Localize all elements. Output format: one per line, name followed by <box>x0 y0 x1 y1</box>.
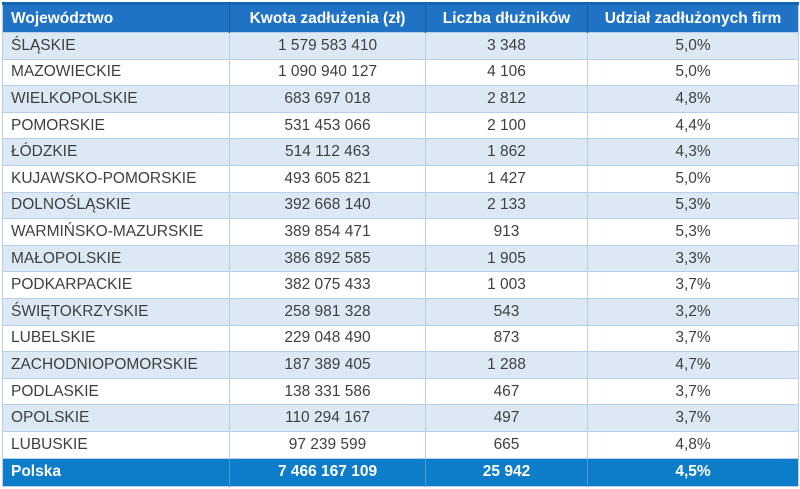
debtor-count-cell: 873 <box>426 325 588 352</box>
debt-share-cell: 3,7% <box>588 405 799 432</box>
footer-row <box>3 458 799 486</box>
debt-share-cell: 3,7% <box>588 325 799 352</box>
footer-debt-amount-total: 7 466 167 109 <box>230 458 426 486</box>
table-footer <box>3 458 799 486</box>
voivodeship-cell: WARMIŃSKO-MAZURSKIE <box>3 219 230 246</box>
table-row <box>3 405 799 432</box>
debt-amount-cell: 392 668 140 <box>230 192 426 219</box>
debt-amount-cell: 514 112 463 <box>230 139 426 166</box>
debtor-count-cell: 2 812 <box>426 86 588 113</box>
column-header-voivodeship: Województwo <box>3 4 230 33</box>
debtor-count-cell: 1 427 <box>426 165 588 192</box>
column-header-debt-share: Udział zadłużonych firm <box>588 4 799 33</box>
debtor-count-cell: 913 <box>426 219 588 246</box>
debt-amount-cell: 389 854 471 <box>230 219 426 246</box>
debtor-count-cell: 543 <box>426 298 588 325</box>
debt-share-cell: 5,0% <box>588 165 799 192</box>
voivodeship-cell: KUJAWSKO-POMORSKIE <box>3 165 230 192</box>
debt-share-cell: 3,2% <box>588 298 799 325</box>
debt-share-cell: 4,7% <box>588 352 799 379</box>
debt-amount-cell: 382 075 433 <box>230 272 426 299</box>
voivodeship-cell: LUBELSKIE <box>3 325 230 352</box>
debt-amount-cell: 110 294 167 <box>230 405 426 432</box>
voivodeship-cell: PODLASKIE <box>3 378 230 405</box>
table-row <box>3 352 799 379</box>
table-row <box>3 165 799 192</box>
voivodeship-cell: WIELKOPOLSKIE <box>3 86 230 113</box>
table-row <box>3 378 799 405</box>
debtor-count-cell: 2 133 <box>426 192 588 219</box>
table-row <box>3 431 799 458</box>
debt-share-cell: 4,3% <box>588 139 799 166</box>
debt-share-cell: 4,4% <box>588 112 799 139</box>
voivodeship-cell: MAŁOPOLSKIE <box>3 245 230 272</box>
table-header <box>3 4 799 33</box>
debt-share-cell: 3,3% <box>588 245 799 272</box>
debt-amount-cell: 187 389 405 <box>230 352 426 379</box>
debt-amount-cell: 229 048 490 <box>230 325 426 352</box>
voivodeship-debt-table <box>2 2 799 487</box>
debt-amount-cell: 1 090 940 127 <box>230 59 426 86</box>
header-row <box>3 4 799 33</box>
debt-share-cell: 3,7% <box>588 272 799 299</box>
debt-share-cell: 4,8% <box>588 431 799 458</box>
debtor-count-cell: 2 100 <box>426 112 588 139</box>
voivodeship-cell: ŁÓDZKIE <box>3 139 230 166</box>
debtor-count-cell: 467 <box>426 378 588 405</box>
voivodeship-cell: POMORSKIE <box>3 112 230 139</box>
table-row <box>3 112 799 139</box>
debtor-count-cell: 1 862 <box>426 139 588 166</box>
column-header-debt-amount: Kwota zadłużenia (zł) <box>230 4 426 33</box>
debt-share-cell: 5,3% <box>588 219 799 246</box>
debtor-count-cell: 4 106 <box>426 59 588 86</box>
debt-amount-cell: 97 239 599 <box>230 431 426 458</box>
debt-amount-cell: 493 605 821 <box>230 165 426 192</box>
voivodeship-cell: OPOLSKIE <box>3 405 230 432</box>
debt-amount-cell: 531 453 066 <box>230 112 426 139</box>
voivodeship-cell: ŚLĄSKIE <box>3 33 230 60</box>
table-row <box>3 219 799 246</box>
table-body <box>3 33 799 459</box>
debtor-count-cell: 1 003 <box>426 272 588 299</box>
debtor-count-cell: 665 <box>426 431 588 458</box>
debt-amount-cell: 138 331 586 <box>230 378 426 405</box>
voivodeship-cell: PODKARPACKIE <box>3 272 230 299</box>
voivodeship-cell: DOLNOŚLĄSKIE <box>3 192 230 219</box>
table-row <box>3 192 799 219</box>
debtor-count-cell: 3 348 <box>426 33 588 60</box>
debt-share-cell: 5,0% <box>588 59 799 86</box>
debt-amount-cell: 1 579 583 410 <box>230 33 426 60</box>
debt-share-cell: 4,8% <box>588 86 799 113</box>
debtor-count-cell: 1 905 <box>426 245 588 272</box>
footer-country-label: Polska <box>3 458 230 486</box>
debt-share-cell: 5,3% <box>588 192 799 219</box>
debt-amount-cell: 258 981 328 <box>230 298 426 325</box>
debtor-count-cell: 497 <box>426 405 588 432</box>
debt-share-cell: 3,7% <box>588 378 799 405</box>
voivodeship-cell: ŚWIĘTOKRZYSKIE <box>3 298 230 325</box>
table-row <box>3 272 799 299</box>
table-row <box>3 325 799 352</box>
table-row <box>3 298 799 325</box>
footer-debt-share-total: 4,5% <box>588 458 799 486</box>
voivodeship-cell: ZACHODNIOPOMORSKIE <box>3 352 230 379</box>
footer-debtor-count-total: 25 942 <box>426 458 588 486</box>
debt-amount-cell: 386 892 585 <box>230 245 426 272</box>
table-row <box>3 139 799 166</box>
voivodeship-cell: LUBUSKIE <box>3 431 230 458</box>
debt-amount-cell: 683 697 018 <box>230 86 426 113</box>
table-row <box>3 245 799 272</box>
debt-share-cell: 5,0% <box>588 33 799 60</box>
debtor-count-cell: 1 288 <box>426 352 588 379</box>
column-header-debtor-count: Liczba dłużników <box>426 4 588 33</box>
table-row <box>3 33 799 60</box>
table-row <box>3 86 799 113</box>
voivodeship-cell: MAZOWIECKIE <box>3 59 230 86</box>
table-row <box>3 59 799 86</box>
